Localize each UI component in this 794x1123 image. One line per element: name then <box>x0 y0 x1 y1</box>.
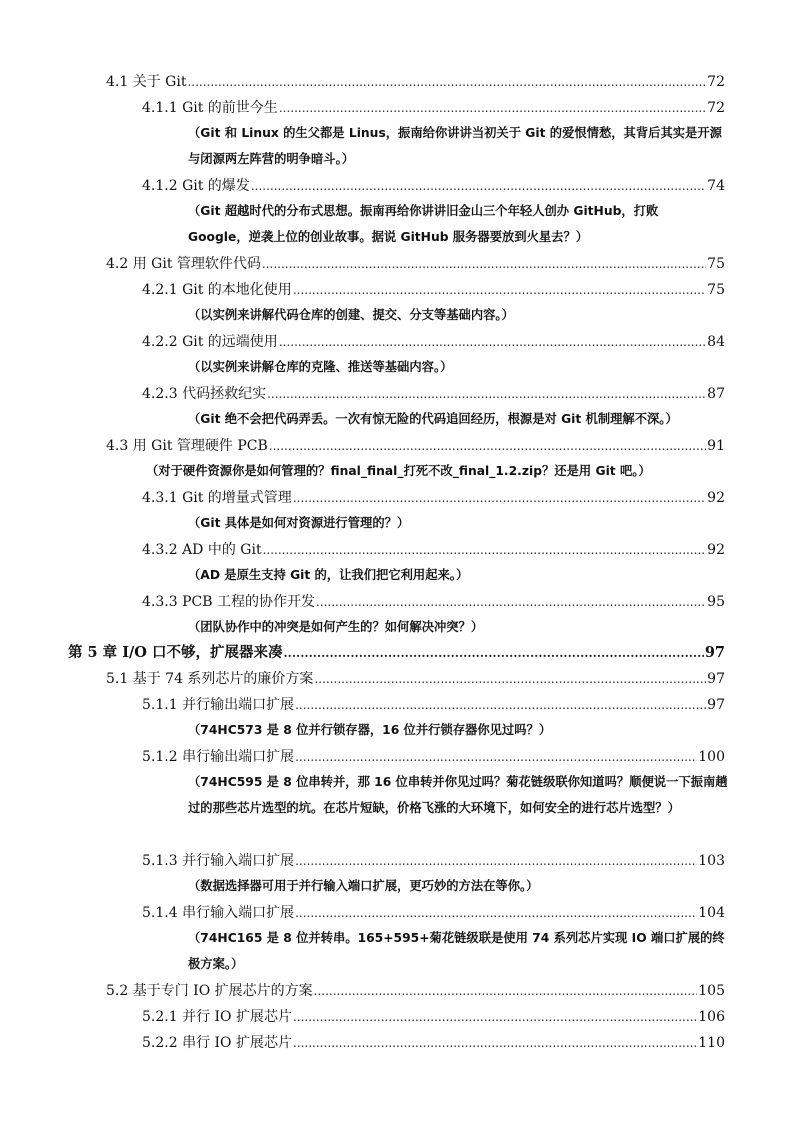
toc-entry-title: 4.1 关于 Git <box>106 74 187 90</box>
toc-entry-page: 97 <box>704 644 725 661</box>
leader-dots <box>295 695 706 715</box>
leader-dots <box>293 280 706 300</box>
toc-entry-page: 74 <box>707 178 725 194</box>
toc-entry-title: 4.1.2 Git 的爆发 <box>142 178 250 194</box>
toc-entry[interactable] <box>106 669 725 689</box>
toc-note: （对于硬件资源你是如何管理的？final_final_打死不改_final_1.2.zip？还是用 Git 吧。） <box>146 464 651 478</box>
toc-note: （74HC165 是 8 位并转串。165+595+菊花链级联是使用 74 系列芯片实现 IO 端口扩展的终极方案。） <box>188 931 725 971</box>
toc-entry[interactable] <box>142 695 725 715</box>
toc-entry-page: 95 <box>707 594 725 610</box>
toc-entry-page: 91 <box>707 438 725 454</box>
toc-entry-page: 104 <box>698 905 725 921</box>
toc-note: （AD 是原生支持 Git 的，让我们把它利用起来。） <box>188 568 469 582</box>
toc-entry[interactable] <box>142 280 725 300</box>
toc-entry[interactable] <box>142 176 725 196</box>
toc-note: （数据选择器可用于并行输入端口扩展，更巧妙的方法在等你。） <box>188 879 539 893</box>
toc-entry-title: 4.3.1 Git 的增量式管理 <box>142 490 292 506</box>
toc-entry-page: 75 <box>707 256 725 272</box>
toc-entry-title: 4.2 用 Git 管理软件代码 <box>106 256 261 272</box>
toc-entry[interactable] <box>142 851 725 871</box>
toc-entry-page: 110 <box>698 1035 725 1051</box>
toc-entry[interactable] <box>142 903 725 923</box>
toc-entry-title: 4.3 用 Git 管理硬件 PCB <box>106 438 268 454</box>
leader-dots <box>284 643 704 663</box>
toc-entry-title: 5.1.3 并行输入端口扩展 <box>142 853 295 869</box>
toc-note: （以实例来讲解仓库的克隆、推送等基础内容。） <box>188 360 453 374</box>
toc-entry-title: 5.1.1 并行输出端口扩展 <box>142 697 295 713</box>
toc-entry-title: 第 5 章 I/O 口不够，扩展器来凑 <box>68 644 283 661</box>
toc-entry[interactable] <box>106 72 725 92</box>
toc-note: （74HC595 是 8 位串转并，那 16 位串转并你见过吗？菊花链级联你知道吗？顺便说一下振南趟过的那些芯片选型的坑。在芯片短缺，价格飞涨的大环境下，如何安全的进行芯片选型？） <box>188 775 728 815</box>
toc-entry-page: 97 <box>707 697 725 713</box>
toc-entry-title: 4.3.3 PCB 工程的协作开发 <box>142 594 315 610</box>
toc-entry-page: 92 <box>707 490 725 506</box>
toc-note: （以实例来讲解代码仓库的创建、提交、分支等基础内容。） <box>188 308 514 322</box>
toc-entry-page: 105 <box>698 983 725 999</box>
toc-entry[interactable] <box>142 540 725 560</box>
toc-entry[interactable] <box>106 981 725 1001</box>
leader-dots <box>279 332 706 352</box>
leader-dots <box>293 1033 697 1053</box>
toc-entry-title: 4.1.1 Git 的前世今生 <box>142 100 278 116</box>
leader-dots <box>314 669 706 689</box>
leader-dots <box>295 747 697 767</box>
toc-chapter-entry[interactable] <box>68 643 725 663</box>
toc-entry-page: 72 <box>707 74 725 90</box>
toc-entry-page: 97 <box>707 671 725 687</box>
leader-dots <box>314 981 698 1001</box>
leader-dots <box>251 176 706 196</box>
toc-entry-page: 92 <box>707 542 725 558</box>
toc-entry[interactable] <box>142 747 725 767</box>
toc-entry[interactable] <box>142 1033 725 1053</box>
toc-note: （Git 绝不会把代码弄丢。一次有惊无险的代码追回经历，根源是对 Git 机制理解不深。） <box>188 412 678 426</box>
leader-dots <box>295 903 697 923</box>
toc-entry-title: 5.2.2 串行 IO 扩展芯片 <box>142 1035 292 1051</box>
toc-entry-title: 4.2.1 Git 的本地化使用 <box>142 282 292 298</box>
toc-entry[interactable] <box>142 488 725 508</box>
toc-entry[interactable] <box>106 436 725 456</box>
leader-dots <box>263 540 707 560</box>
toc-note: （Git 超越时代的分布式思想。振南再给你讲讲旧金山三个年轻人创办 GitHub，打败 Google，逆袭上位的创业故事。据说 GitHub 服务器要放到火星去？） <box>188 204 659 244</box>
toc-entry-title: 4.2.3 代码拯救纪实 <box>142 386 267 402</box>
toc-note: （Git 和 Linux 的生父都是 Linus，振南给你讲讲当初关于 Git 的爱恨情愁，其背后其实是开源与闭源两左阵营的明争暗斗。） <box>188 126 722 166</box>
toc-entry-title: 5.1.2 串行输出端口扩展 <box>142 749 295 765</box>
toc-entry-title: 4.2.2 Git 的远端使用 <box>142 334 278 350</box>
toc-note: （74HC573 是 8 位并行锁存器，16 位并行锁存器你见过吗？） <box>188 723 552 737</box>
leader-dots <box>293 488 706 508</box>
leader-dots <box>295 851 697 871</box>
toc-entry-title: 4.3.2 AD 中的 Git <box>142 542 262 558</box>
toc-entry[interactable] <box>106 254 725 274</box>
leader-dots <box>187 72 706 92</box>
toc-entry-page: 103 <box>698 853 725 869</box>
toc-entry[interactable] <box>142 98 725 118</box>
toc-entry[interactable] <box>142 592 725 612</box>
toc-note: （团队协作中的冲突是如何产生的？如何解决冲突？） <box>188 620 484 634</box>
leader-dots <box>316 592 706 612</box>
toc-entry-title: 5.2.1 并行 IO 扩展芯片 <box>142 1009 292 1025</box>
leader-dots <box>262 254 706 274</box>
toc-entry-title: 5.1.4 串行输入端口扩展 <box>142 905 295 921</box>
toc-entry-page: 87 <box>707 386 725 402</box>
leader-dots <box>293 1007 697 1027</box>
toc-entry-page: 100 <box>698 749 725 765</box>
toc-entry-title: 5.1 基于 74 系列芯片的廉价方案 <box>106 671 314 687</box>
toc-entry-page: 106 <box>698 1009 725 1025</box>
toc-entry[interactable] <box>142 384 725 404</box>
toc-entry-page: 75 <box>707 282 725 298</box>
leader-dots <box>269 436 706 456</box>
leader-dots <box>279 98 706 118</box>
toc-note: （Git 具体是如何对资源进行管理的？） <box>188 516 410 530</box>
toc-entry-page: 72 <box>707 100 725 116</box>
toc-entry[interactable] <box>142 332 725 352</box>
toc-entry-page: 84 <box>707 334 725 350</box>
toc-entry-title: 5.2 基于专门 IO 扩展芯片的方案 <box>106 983 313 999</box>
toc-entry[interactable] <box>142 1007 725 1027</box>
leader-dots <box>267 384 706 404</box>
